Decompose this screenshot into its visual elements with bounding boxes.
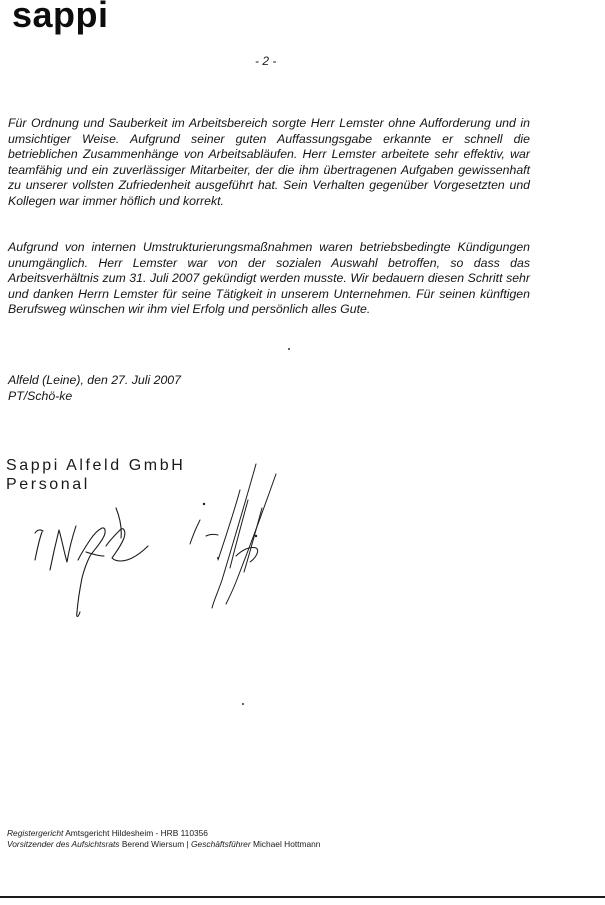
place-date: Alfeld (Leine), den 27. Juli 2007: [8, 373, 181, 387]
paragraph-conduct: Für Ordnung und Sauberkeit im Arbeitsbereich sorgte Herr Lemster ohne Aufforderung und in umsichtiger Weise. Aufgrund seiner guten Auffassungsgabe erkannte er schnell die betrieblichen Zusammenhänge von Arbeitsabläufen. Herr Lemster arbeitete sehr effektiv, war teamfähig und ein zuverlässiger Mitarbeiter, der die ihm übertragenen Aufgaben gewissenhaft zu unserer vollsten Zufriedenheit ausgeführt hat. Sein Verhalten gegenüber Vorgesetzten und Kollegen war immer höflich und korrekt.: [8, 116, 530, 208]
paragraph-termination: Aufgrund von internen Umstrukturierungsmaßnahmen waren betriebsbedingte Kündigungen unumgänglich. Herr Lemster war von der sozialen Auswahl betroffen, so dass das Arbeitsverhältnis zum 31. Juli 2007 gekündigt werden musste. Wir bedauern diesen Schritt sehr und danken Herrn Lemster für seine Tätigkeit in unserem Unternehmen. Für seinen künftigen Berufsweg wünschen wir ihm viel Erfolg und persönlich alles Gute.: [8, 240, 530, 317]
md-value: Michael Hottmann: [252, 839, 321, 849]
bottom-rule: [0, 896, 605, 898]
company-logo: sappi: [12, 0, 109, 35]
legal-footer: [7, 828, 320, 850]
page-number: - 2 -: [255, 54, 277, 68]
closing-block: [8, 372, 181, 404]
company-name: Sappi Alfeld GmbH: [6, 457, 186, 474]
management-line: [7, 839, 320, 850]
scan-speck: [242, 703, 244, 705]
signature-left: [20, 500, 170, 630]
register-label: Registergericht: [7, 828, 64, 838]
register-value: Amtsgericht Hildesheim - HRB 110356: [65, 828, 208, 838]
md-label: Geschäftsführer: [191, 839, 251, 849]
scan-speck: [288, 348, 290, 350]
signature-right: [176, 460, 286, 620]
department-name: Personal: [6, 476, 90, 493]
board-label: Vorsitzender des Aufsichtsrats: [7, 839, 120, 849]
register-line: [7, 828, 320, 839]
reference-code: PT/Schö-ke: [8, 389, 73, 403]
board-value: Berend Wiersum: [121, 839, 185, 849]
separator: |: [186, 839, 189, 849]
company-signature-block: [6, 456, 185, 494]
